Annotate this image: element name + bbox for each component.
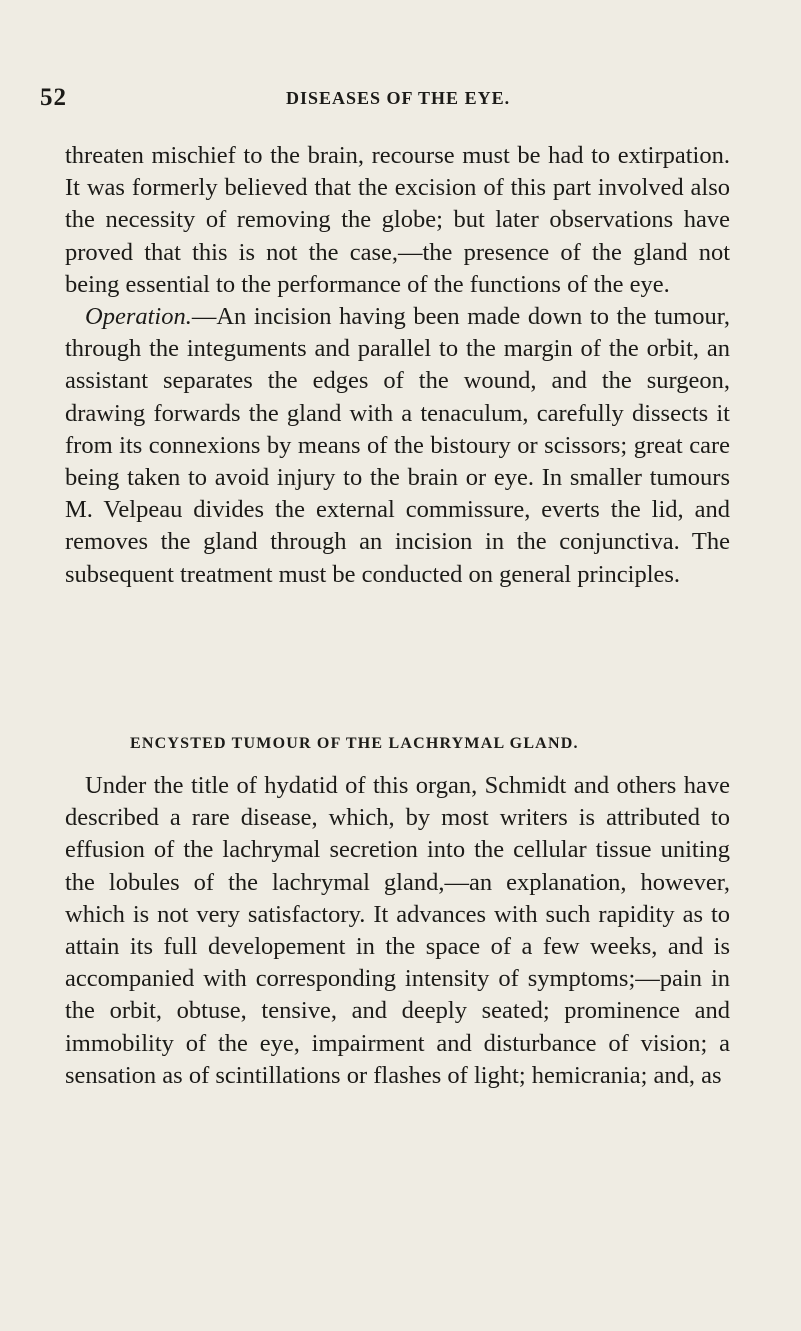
paragraph-continuation: threaten mischief to the brain, recourse must be had to extirpation. It was formerly believed that the excision of this part involved also the necessity of removing the globe; but later observations have proved that this is not the case,—the presence of the gland not being essential to the performance of the functions of the eye. xyxy=(65,142,730,298)
page-number: 52 xyxy=(40,84,67,111)
operation-text: —An incision having been made down to the tumour, through the integuments and parallel to the margin of the orbit, an assistant separates the edges of the wound, and the surgeon, drawing forwards the gland with a tenaculum, carefully dissects it from its connexions by means of the bistoury or scissors; great care being taken to avoid injury to the brain or eye. In smaller tumours M. Velpeau divides the external commissure, everts the lid, and removes the gland through an incision in the conjunctiva. The subsequent treatment must be conducted on general principles. xyxy=(65,303,730,588)
running-head: DISEASES OF THE EYE. xyxy=(286,88,511,108)
section-heading: ENCYSTED TUMOUR OF THE LACHRYMAL GLAND. xyxy=(130,735,579,752)
page-header xyxy=(40,84,760,114)
body-text xyxy=(65,140,730,591)
section-body xyxy=(65,770,730,1092)
operation-lead: Operation. xyxy=(85,303,192,331)
paragraph-operation xyxy=(65,301,730,591)
paragraph-encysted-tumour: Under the title of hydatid of this organ, Schmidt and others have described a rare disease, which, by most writers is attributed to effusion of the lachrymal secretion into the cellular tissue uniting the lobules of the lachrymal gland,—an explanation, however, which is not very satisfactory. It advances with such rapidity as to attain its full developement in the space of a few weeks, and is accompanied with corresponding intensity of symptoms;—pain in the orbit, obtuse, tensive, and deeply seated; prominence and immobility of the eye, impairment and disturbance of vision; a sensation as of scintillations or flashes of light; hemicrania; and, as xyxy=(65,772,730,1089)
